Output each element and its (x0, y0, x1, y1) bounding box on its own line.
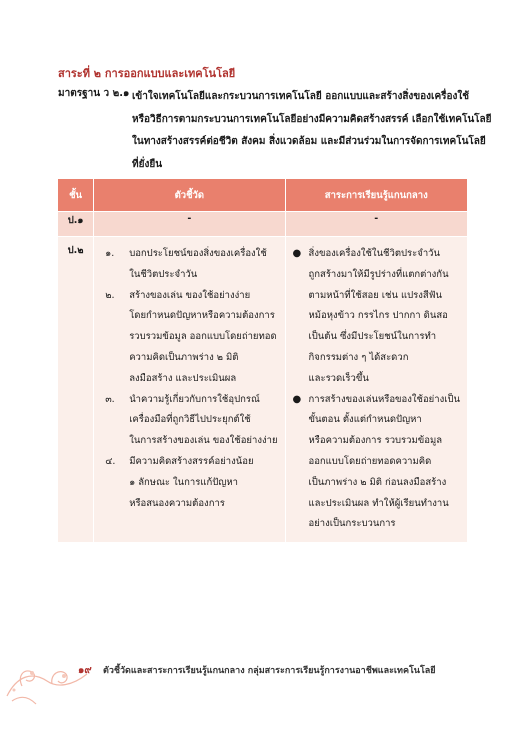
item-line: ในการสร้างของเล่น ของใช้อย่างง่าย (129, 435, 278, 447)
core-cell (285, 237, 467, 543)
bullet-icon: ● (292, 248, 302, 259)
list-item (95, 390, 277, 452)
item-line: และรวดเร็วขึ้น (308, 372, 369, 384)
core-cell: - (285, 212, 467, 237)
item-line: เครื่องมือที่ถูกวิธีไปประยุกต์ใช้ (129, 414, 251, 426)
list-item (287, 244, 460, 390)
indicator-cell (94, 237, 285, 543)
page-number: ๑๙ (78, 665, 92, 676)
item-line: ออกแบบโดยถ่ายทอดความคิด (308, 455, 432, 467)
table-row (58, 237, 468, 543)
item-line: สิ่งของเครื่องใช้ในชีวิตประจำวัน (308, 248, 440, 259)
item-line: ความคิดเป็นภาพร่าง ๒ มิติ (129, 351, 239, 363)
item-line: มีความคิดสร้างสรรค์อย่างน้อย (129, 455, 254, 467)
section-title: สาระที่ ๒ การออกแบบและเทคโนโลยี (58, 67, 236, 80)
item-line: การสร้างของเล่นหรือของใช้อย่างเป็น (308, 393, 460, 405)
item-line: นำความรู้เกี่ยวกับการใช้อุปกรณ์ (129, 393, 260, 405)
item-line: ขั้นตอน ตั้งแต่กำหนดปัญหา (308, 414, 422, 426)
header-indicator: ตัวชี้วัด (94, 179, 285, 212)
list-item (95, 244, 277, 286)
list-item (287, 390, 460, 536)
item-line: รวบรวมข้อมูล ออกแบบโดยถ่ายทอด (129, 331, 277, 343)
list-item (95, 452, 277, 514)
item-line: หม้อหุงข้าว กรรไกร ปากกา ดินสอ (308, 310, 448, 322)
indicator-cell: - (94, 212, 285, 237)
item-line: โดยกำหนดปัญหาหรือความต้องการ (129, 310, 275, 322)
item-number: ๑. (105, 248, 115, 259)
item-number: ๓. (105, 393, 115, 405)
list-item (95, 286, 277, 390)
standard-line: หรือวิธีการตามกระบวนการเทคโนโลยีอย่างมีความคิดสร้างสรรค์ เลือกใช้เทคโนโลยี (132, 113, 492, 125)
header-core-content: สาระการเรียนรู้แกนกลาง (285, 179, 467, 212)
standard-line: เข้าใจเทคโนโลยีและกระบวนการเทคโนโลยี ออกแบบและสร้างสิ่งของเครื่องใช้ (132, 91, 470, 102)
item-line: ถูกสร้างมาให้มีรูปร่างที่แตกต่างกัน (308, 268, 449, 280)
table-header-row (58, 179, 468, 212)
item-line: หรือสนองความต้องการ (129, 497, 225, 509)
bullet-icon: ● (292, 393, 302, 405)
item-line: ๑ ลักษณะ ในการแก้ปัญหา (129, 476, 238, 488)
item-line: กิจกรรมต่าง ๆ ได้สะดวก (308, 351, 409, 363)
item-line: หรือความต้องการ รวบรวมข้อมูล (308, 435, 443, 447)
item-line: อย่างเป็นกระบวนการ (308, 518, 396, 530)
item-line: และประเมินผล ทำให้ผู้เรียนทำงาน (308, 497, 449, 509)
item-line: บอกประโยชน์ของสิ่งของเครื่องใช้ (129, 248, 267, 259)
item-line: ลงมือสร้าง และประเมินผล (129, 372, 237, 384)
item-line: ในชีวิตประจำวัน (129, 268, 198, 280)
standard-label: มาตรฐาน ว ๒.๑ (58, 88, 130, 99)
header-grade: ชั้น (58, 179, 94, 212)
item-line: ตามหน้าที่ใช้สอย เช่น แปรงสีฟัน (308, 289, 442, 301)
standard-line: ที่ยั่งยืน (132, 158, 163, 170)
standard-text (132, 86, 492, 176)
grade-cell: ป.๒ (58, 237, 94, 543)
grade-cell: ป.๑ (58, 212, 94, 237)
item-number: ๔. (105, 455, 116, 467)
footer-text: ตัวชี้วัดและสาระการเรียนรู้แกนกลาง กลุ่มสาระการเรียนรู้การงานอาชีพและเทคโนโลยี (103, 666, 436, 676)
item-line: สร้างของเล่น ของใช้อย่างง่าย (129, 289, 251, 301)
standard-line: ในทางสร้างสรรค์ต่อชีวิต สังคม สิ่งแวดล้อม และมีส่วนร่วมในการจัดการเทคโนโลยี (132, 136, 486, 147)
indicator-table (57, 178, 468, 543)
item-number: ๒. (105, 289, 115, 301)
table-row (58, 212, 468, 237)
item-line: เป็นต้น ซึ่งมีประโยชน์ในการทำ (308, 331, 437, 343)
item-line: เป็นภาพร่าง ๒ มิติ ก่อนลงมือสร้าง (308, 476, 447, 488)
